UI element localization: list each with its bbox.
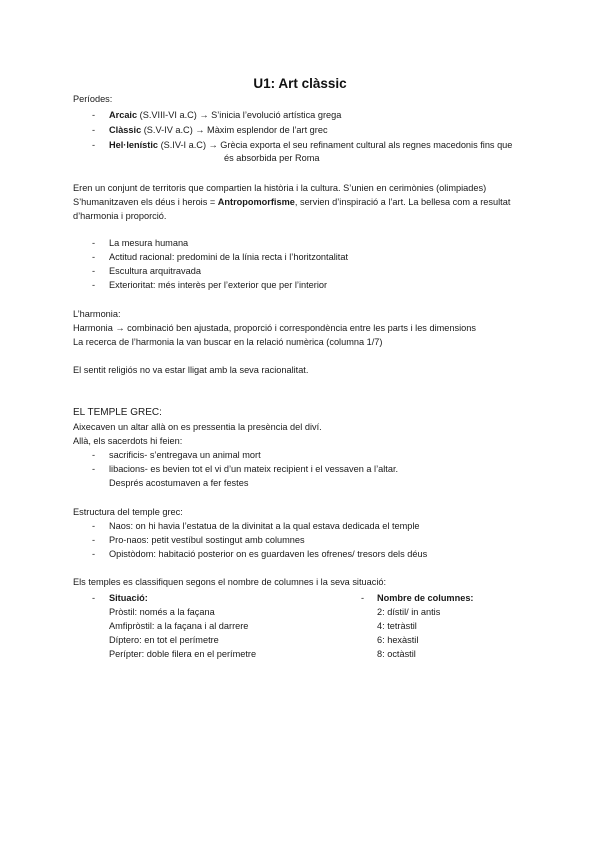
bullet-dash: - bbox=[92, 266, 96, 276]
bullet-dash: - bbox=[92, 110, 96, 120]
classif-intro: Els temples es classifiquen segons el nombre de columnes i la seva situació: bbox=[73, 577, 387, 587]
temple-item: sacrificis- s’entregava un animal mort bbox=[109, 450, 261, 460]
bullet-dash: - bbox=[92, 125, 96, 135]
temple-item-continuation: Després acostumaven a fer festes bbox=[109, 478, 249, 488]
situacio-item: Perípter: doble filera en el perímetre bbox=[109, 649, 257, 659]
estructura-item: Naos: on hi havia l’estatua de la divinitat a la qual estava dedicada el temple bbox=[109, 521, 420, 531]
periode-name: Hel·lenístic bbox=[109, 140, 159, 150]
columnes-heading: Nombre de columnes: bbox=[377, 593, 474, 603]
situacio-heading: Situació: bbox=[109, 593, 148, 603]
columnes-item: 6: hexàstil bbox=[377, 635, 419, 645]
bullet-dash: - bbox=[361, 593, 365, 603]
periode-description: (S.VIII-VI a.C) → S’inicia l’evolució artística grega bbox=[137, 110, 342, 120]
bullet-dash: - bbox=[92, 238, 96, 248]
bullet-dash: - bbox=[92, 521, 96, 531]
periode-hellenistic bbox=[109, 139, 512, 152]
intro-line-2 bbox=[73, 196, 510, 209]
periode-description: (S.V-IV a.C) → Màxim esplendor de l’art grec bbox=[141, 125, 328, 135]
temple-line-1: Aixecaven un altar allà on es pressentia la presència del diví. bbox=[73, 422, 322, 432]
intro-text: , servien d’inspiració a l’art. La bellesa com a resultat bbox=[294, 197, 511, 207]
intro-text: S’humanitzaven els déus i herois = bbox=[73, 197, 218, 207]
bullet-dash: - bbox=[92, 450, 96, 460]
feature-item: Actitud racional: predomini de la línia recta i l’horitzontalitat bbox=[109, 252, 348, 262]
periode-name: Clàssic bbox=[109, 125, 142, 135]
harmonia-line-1: Harmonia → combinació ben ajustada, proporció i correspondència entre les parts i les dimensions bbox=[73, 323, 476, 333]
harmonia-heading: L’harmonia: bbox=[73, 309, 121, 319]
feature-item: La mesura humana bbox=[109, 238, 189, 248]
periodes-heading: Períodes: bbox=[73, 94, 113, 104]
feature-item: Escultura arquitravada bbox=[109, 266, 201, 276]
feature-item: Exterioritat: més interès per l’exterior que per l’interior bbox=[109, 280, 328, 290]
columnes-item: 8: octàstil bbox=[377, 649, 416, 659]
intro-line-1: Eren un conjunt de territoris que compartien la història i la cultura. S’unien en cerimònies (olimpiades) bbox=[73, 183, 487, 193]
bullet-dash: - bbox=[92, 464, 96, 474]
periode-description: (S.IV-I a.C) → Grècia exporta el seu refinament cultural als regnes macedonis fins que bbox=[158, 140, 513, 150]
harmonia-line-2: La recerca de l’harmonia la van buscar en la relació numèrica (columna 1/7) bbox=[73, 337, 383, 347]
estructura-item: Opistòdom: habitació posterior on es guardaven les ofrenes/ tresors dels déus bbox=[109, 549, 428, 559]
temple-heading: EL TEMPLE GREC: bbox=[73, 407, 162, 418]
bullet-dash: - bbox=[92, 140, 96, 150]
intro-line-3: d’harmonia i proporció. bbox=[73, 211, 167, 221]
estructura-item: Pro-naos: petit vestíbul sostingut amb columnes bbox=[109, 535, 305, 545]
situacio-item: Pròstil: només a la façana bbox=[109, 607, 215, 617]
columnes-item: 4: tetràstil bbox=[377, 621, 417, 631]
situacio-item: Díptero: en tot el perímetre bbox=[109, 635, 219, 645]
bullet-dash: - bbox=[92, 549, 96, 559]
temple-line-2: Allà, els sacerdots hi feien: bbox=[73, 436, 183, 446]
columnes-item: 2: dístil/ in antis bbox=[377, 607, 441, 617]
temple-item: libacions- es bevien tot el vi d’un mateix recipient i el vessaven a l’altar. bbox=[109, 464, 399, 474]
antropomorfisme-term: Antropomorfisme bbox=[217, 197, 295, 207]
bullet-dash: - bbox=[92, 535, 96, 545]
page-title: U1: Art clàssic bbox=[253, 76, 347, 91]
bullet-dash: - bbox=[92, 280, 96, 290]
periode-name: Arcaic bbox=[109, 110, 138, 120]
periode-arcaic bbox=[109, 109, 341, 122]
bullet-dash: - bbox=[92, 252, 96, 262]
periode-classic bbox=[109, 124, 328, 137]
estructura-heading: Estructura del temple grec: bbox=[73, 507, 183, 517]
bullet-dash: - bbox=[92, 593, 96, 603]
periode-hellenistic-continuation: és absorbida per Roma bbox=[224, 153, 320, 163]
sentit-religios: El sentit religiós no va estar lligat amb la seva racionalitat. bbox=[73, 365, 309, 375]
situacio-item: Amfipròstil: a la façana i al darrere bbox=[109, 621, 249, 631]
